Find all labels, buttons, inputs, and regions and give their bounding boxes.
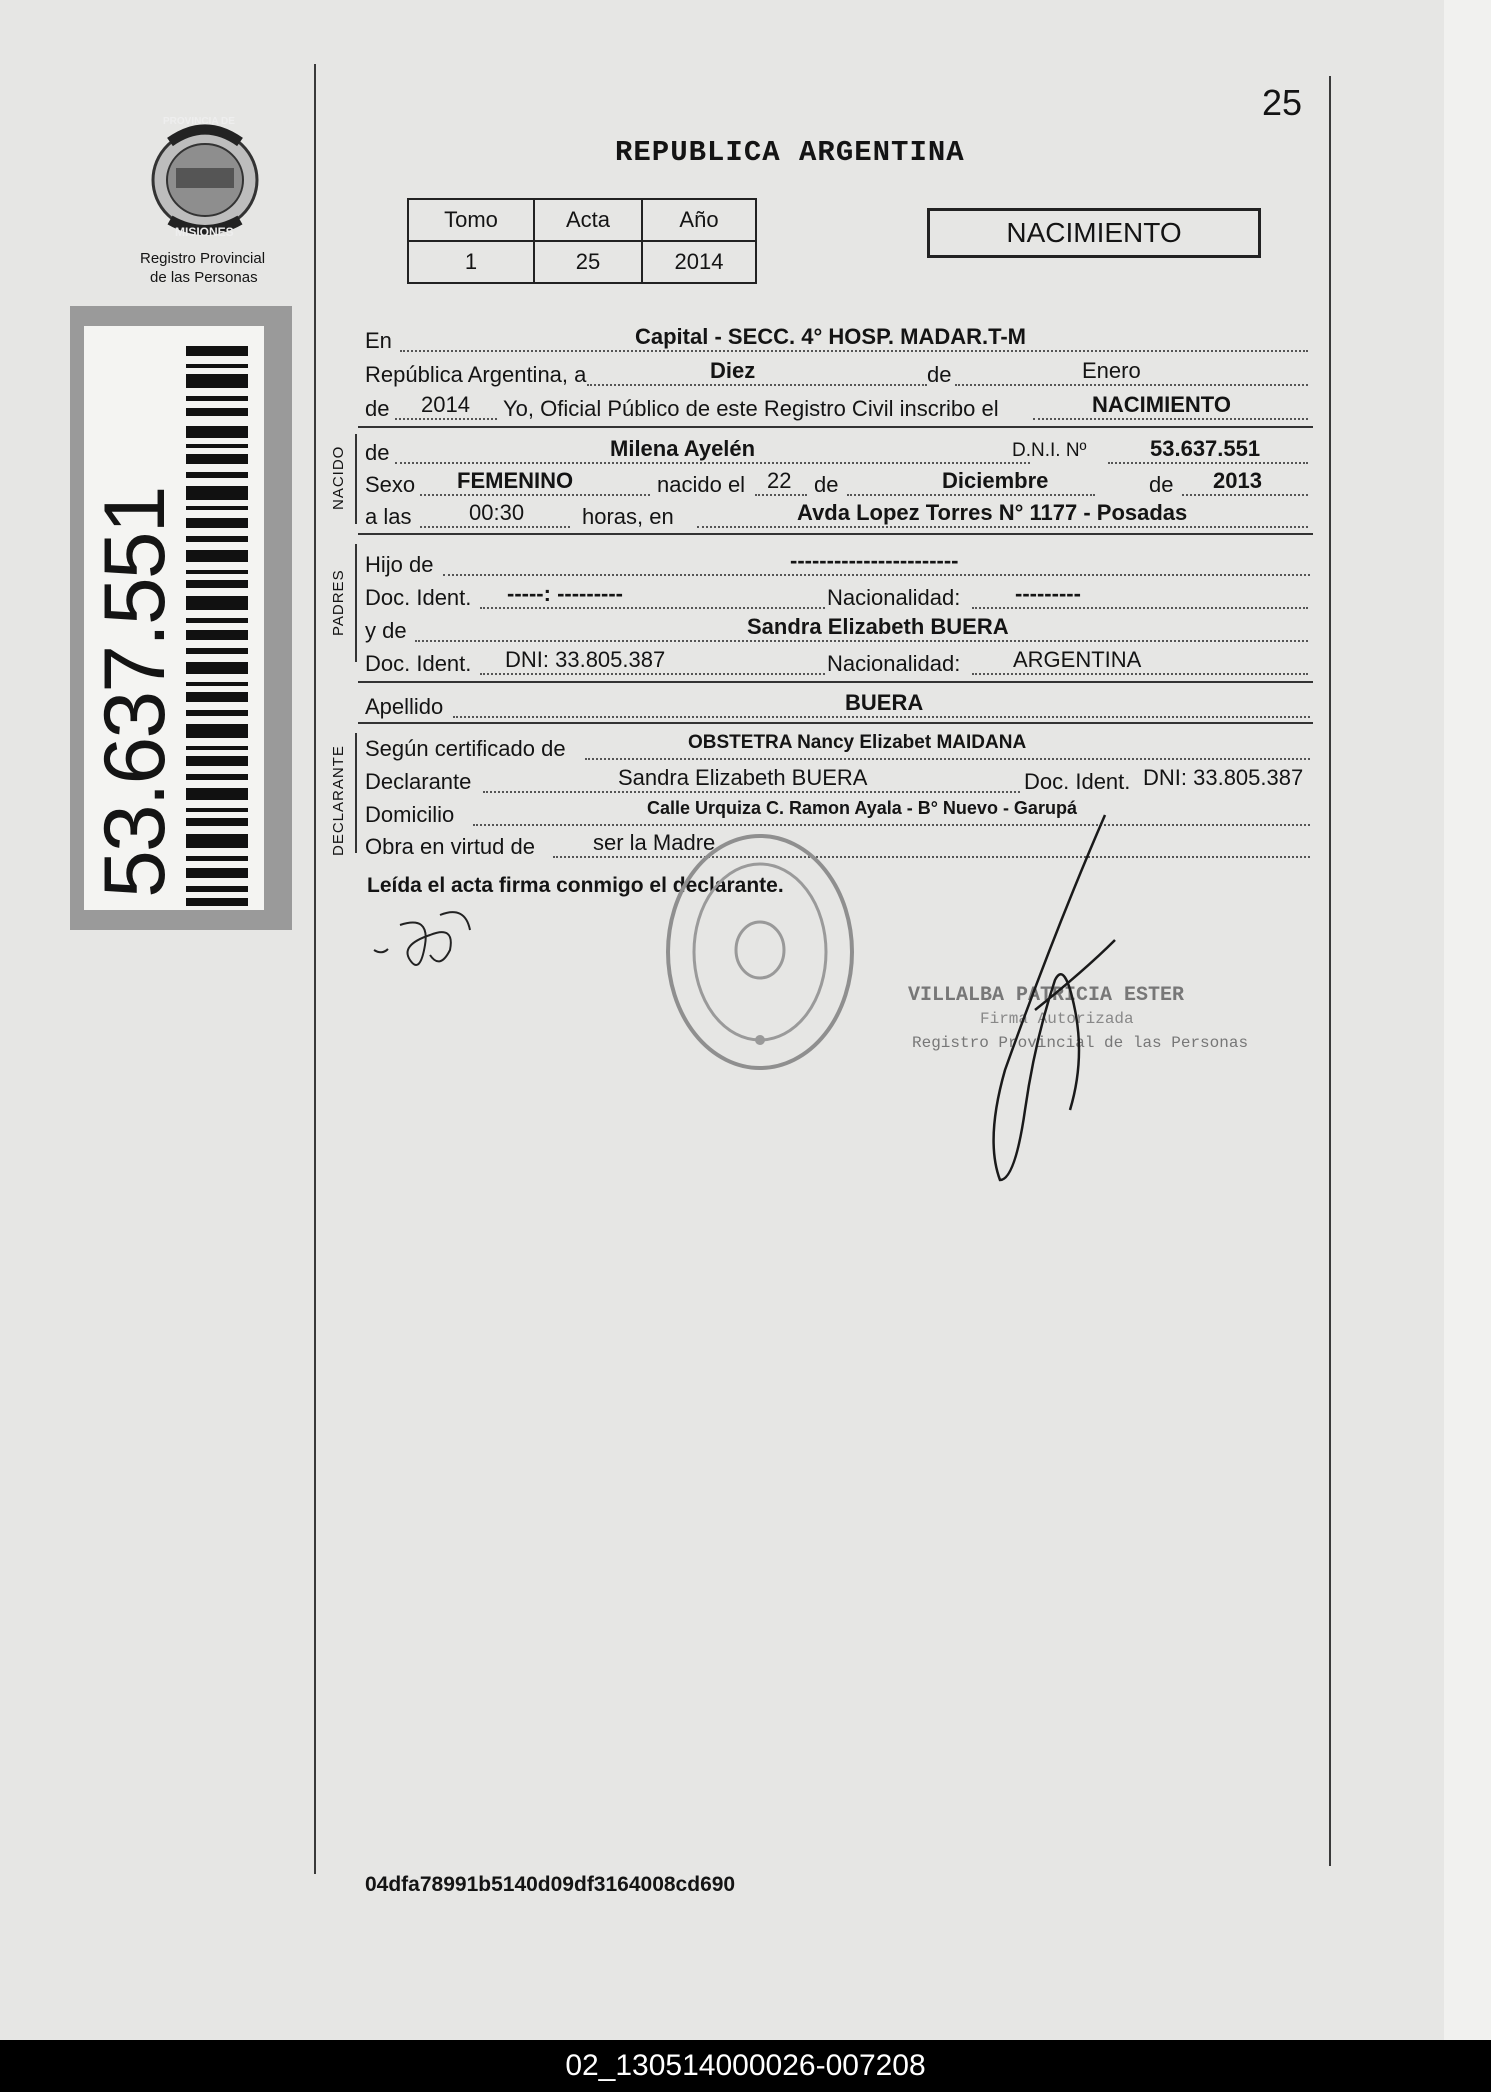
value-nac1: ---------: [1015, 581, 1081, 606]
section-divider: [358, 722, 1313, 724]
value-mes: Enero: [1082, 358, 1141, 383]
registry-header: Año: [642, 199, 756, 241]
logo-bottom-text: MISIONES: [175, 225, 234, 239]
right-margin-line: [1329, 76, 1331, 1866]
line-certificado: [365, 732, 1310, 766]
closing-statement: Leída el acta firma conmigo el declarante.: [367, 874, 784, 897]
value-sexo: FEMENINO: [457, 468, 574, 493]
dotted-line: [473, 824, 1310, 826]
barcode-number: 53.637.551: [87, 487, 183, 898]
side-label-nacido: NACIDO: [330, 445, 347, 510]
misiones-logo: [140, 112, 270, 242]
label-en: En: [365, 328, 392, 353]
barcode-inner: [84, 326, 264, 910]
value-tipo: NACIMIENTO: [1092, 392, 1231, 417]
dotted-line: [585, 758, 1310, 760]
line-sexo: [365, 468, 1310, 502]
document-title: REPUBLICA ARGENTINA: [615, 136, 965, 169]
logo-caption-1: Registro Provincial: [140, 250, 266, 267]
line-declarante: [365, 765, 1310, 799]
value-lugar: Avda Lopez Torres N° 1177 - Posadas: [797, 500, 1188, 525]
value-doc2: DNI: 33.805.387: [505, 647, 666, 672]
value-nombre: Milena Ayelén: [610, 436, 756, 461]
dotted-line: [755, 494, 807, 496]
label-doc1: Doc. Ident.: [365, 585, 472, 610]
label-yde: y de: [365, 618, 407, 643]
label-dni: D.N.I. Nº: [1012, 440, 1087, 461]
value-cert: OBSTETRA Nancy Elizabet MAIDANA: [688, 732, 1027, 753]
label-nac1: Nacionalidad:: [827, 585, 961, 610]
label-cert: Según certificado de: [365, 736, 566, 761]
line-nombre: [365, 436, 1310, 470]
value-hora: 00:30: [469, 500, 525, 525]
oficial-text: Yo, Oficial Público de este Registro Civil inscribo el: [503, 396, 999, 421]
line-en: [365, 324, 1310, 358]
dotted-line: [972, 607, 1308, 609]
section-divider: [358, 533, 1313, 535]
label-sexo: Sexo: [365, 472, 416, 497]
barcode-bars: [186, 346, 248, 906]
left-margin-line: [314, 64, 316, 1874]
dotted-line: [972, 673, 1308, 675]
line-domicilio: [365, 798, 1310, 832]
label-nacido: nacido el: [657, 472, 746, 497]
label-decl: Declarante: [365, 769, 472, 794]
section-brace: [355, 434, 357, 524]
line-hora: [365, 500, 1310, 534]
official-seal: [660, 830, 860, 1075]
value-madre: Sandra Elizabeth BUERA: [747, 614, 1009, 639]
dotted-line: [480, 673, 825, 675]
stamp-line-3: Registro Provincial de las Personas: [912, 1034, 1249, 1052]
label-dom: Domicilio: [365, 802, 455, 827]
registry-value: 1: [408, 241, 534, 283]
label-alas: a las: [365, 504, 412, 529]
value-dia: Diez: [710, 358, 756, 383]
section-divider: [358, 681, 1313, 683]
label-republica: República Argentina, a: [365, 362, 587, 387]
act-type-box: NACIMIENTO: [927, 208, 1261, 258]
line-apellido: [365, 690, 1310, 724]
value-doc: DNI: 33.805.387: [1143, 765, 1304, 790]
section-brace: [355, 544, 357, 662]
value-anio: 2014: [421, 392, 470, 417]
value-decl: Sandra Elizabeth BUERA: [618, 765, 868, 790]
dotted-line: [1108, 462, 1308, 464]
line-oficial: [365, 392, 1310, 426]
label-hijo: Hijo de: [365, 552, 434, 577]
line-republica: [365, 358, 1310, 392]
value-nac2: ARGENTINA: [1013, 647, 1142, 672]
dotted-line: [415, 640, 1308, 642]
value-obra: ser la Madre: [593, 830, 716, 855]
dotted-line: [395, 418, 497, 420]
label-horas: horas, en: [582, 504, 674, 529]
document-hash: 04dfa78991b5140d09df3164008cd690: [365, 1873, 736, 1896]
value-dni: 53.637.551: [1150, 436, 1261, 461]
label-de2: de: [365, 396, 390, 421]
label-doc2: Doc. Ident.: [365, 651, 472, 676]
label-doc: Doc. Ident.: [1024, 769, 1131, 794]
dotted-line: [587, 384, 927, 386]
label-de: de: [927, 362, 952, 387]
label-de: de: [814, 472, 839, 497]
registry-header-row: [408, 199, 756, 241]
dotted-line: [483, 791, 1020, 793]
stamp-line-2: Firma Autorizada: [980, 1010, 1134, 1028]
value-dom: Calle Urquiza C. Ramon Ayala - B° Nuevo - Garupá: [647, 798, 1077, 818]
footer-id: 02_130514000026-007208: [0, 2040, 1491, 2092]
line-doc2: [365, 647, 1310, 681]
dotted-line: [847, 494, 1095, 496]
page-number: 25: [1262, 82, 1303, 123]
page-edge: [1444, 0, 1491, 2040]
dotted-line: [1033, 418, 1308, 420]
side-label-padres: PADRES: [330, 569, 347, 636]
side-label-declarante: DECLARANTE: [330, 745, 347, 856]
barcode-panel: [70, 306, 292, 930]
line-madre: [365, 614, 1310, 648]
dotted-line: [955, 384, 1308, 386]
registry-header: Acta: [534, 199, 642, 241]
label-de: de: [1149, 472, 1174, 497]
section-brace: [355, 733, 357, 853]
dotted-line: [480, 607, 825, 609]
value-dia: 22: [767, 468, 792, 493]
logo-caption-2: de las Personas: [150, 269, 258, 286]
value-doc1: -----: ---------: [507, 581, 624, 606]
label-nac2: Nacionalidad:: [827, 651, 961, 676]
registry-header: Tomo: [408, 199, 534, 241]
dotted-line: [443, 574, 1310, 576]
line-hijo: [365, 548, 1310, 582]
dotted-line: [420, 494, 650, 496]
value-en: Capital - SECC. 4° HOSP. MADAR.T-M: [635, 324, 1026, 349]
logo-top-text: PROVINCIA DE: [163, 116, 235, 127]
value-apellido: BUERA: [845, 690, 924, 715]
dotted-line: [697, 526, 1308, 528]
value-padre: -----------------------: [790, 548, 959, 573]
value-anio: 2013: [1213, 468, 1262, 493]
label-de: de: [365, 440, 390, 465]
dotted-line: [1182, 494, 1308, 496]
value-mes: Diciembre: [942, 468, 1049, 493]
declarant-signature: [370, 905, 490, 985]
line-doc1: [365, 581, 1310, 615]
label-apellido: Apellido: [365, 694, 444, 719]
registry-value-row: [408, 241, 756, 283]
dotted-line: [400, 350, 1308, 352]
registry-value: 2014: [642, 241, 756, 283]
dotted-line: [420, 526, 570, 528]
section-divider: [358, 426, 1313, 428]
registry-value: 25: [534, 241, 642, 283]
dotted-line: [453, 716, 1310, 718]
dotted-line: [395, 462, 1030, 464]
registry-table: [407, 198, 757, 284]
stamp-name: VILLALBA PATRICIA ESTER: [908, 984, 1185, 1007]
label-obra: Obra en virtud de: [365, 834, 535, 859]
official-signature: [975, 810, 1135, 1190]
